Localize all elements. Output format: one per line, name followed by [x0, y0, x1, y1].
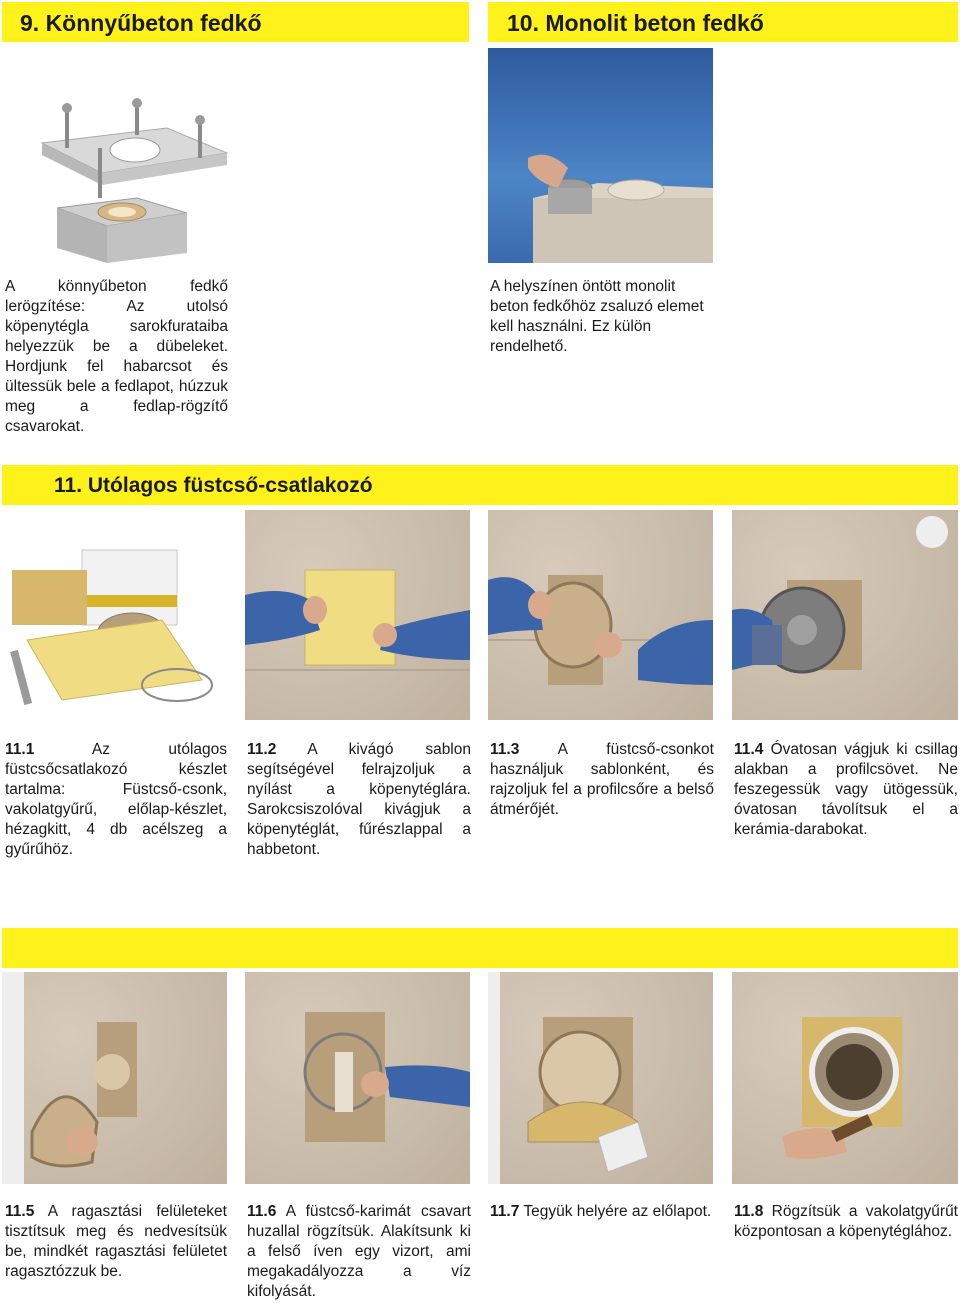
step-11-8-number: 11.8	[734, 1203, 764, 1220]
photo-step-11-3-illustration	[488, 510, 713, 720]
step-11-7-number: 11.7	[490, 1203, 520, 1220]
section-10-title: 10. Monolit beton fedkő	[507, 10, 764, 36]
section-11-continued-bar	[2, 928, 958, 968]
step-11-4-text: Óvatosan vágjuk ki csillag alakban a profilcsövet. Ne feszegessük vagy ütögessük, óvatosan távolítsuk el a kerámia-darabokat.	[734, 741, 958, 838]
photo-step-11-4	[732, 510, 958, 720]
photo-step-11-6-illustration	[245, 972, 470, 1184]
step-11-4-number: 11.4	[734, 741, 764, 758]
photo-monolithic-concrete-cap	[488, 48, 713, 263]
step-11-3-caption	[490, 740, 714, 820]
photo-step-11-2	[245, 510, 470, 720]
step-11-7-caption	[490, 1202, 714, 1222]
photo-lightweight-concrete-cap	[2, 48, 469, 263]
photo-step-11-7-illustration	[488, 972, 713, 1184]
photo-lightweight-concrete-cap-illustration	[2, 48, 469, 263]
section-9-title: 9. Könnyűbeton fedkő	[20, 10, 262, 36]
step-11-4-caption	[734, 740, 958, 840]
photo-step-11-8-illustration	[732, 972, 958, 1184]
photo-monolithic-concrete-cap-illustration	[488, 48, 713, 263]
photo-step-11-2-illustration	[245, 510, 470, 720]
step-11-1-number: 11.1	[5, 741, 35, 758]
step-11-5-text: A ragasztási felületeket tisztítsuk meg és nedvesítsük be, mindkét ragasztási felületet ragasztózzuk be.	[5, 1203, 227, 1280]
step-11-6-caption	[247, 1202, 471, 1302]
photo-step-11-6	[245, 972, 470, 1184]
section-11-title: 11. Utólagos füstcső-csatlakozó	[54, 474, 373, 497]
photo-step-11-5-illustration	[2, 972, 227, 1184]
step-11-2-caption	[247, 740, 471, 860]
photo-step-11-4-illustration	[732, 510, 958, 720]
step-11-3-number: 11.3	[490, 741, 520, 758]
step-11-8-text: Rögzítsük a vakolatgyűrűt központosan a köpenytéglához.	[734, 1203, 958, 1240]
section-10-caption: A helyszínen öntött monolit beton fedkőhöz zsaluzó elemet kell használni. Ez külön rendelhető.	[490, 278, 704, 355]
photo-step-11-5	[2, 972, 227, 1184]
step-11-6-text: A füstcső-karimát csavart huzallal rögzítsük. Alakítsunk ki a felső íven egy vizort, ami megakadályozza a víz kifolyását.	[247, 1203, 471, 1300]
photo-step-11-8	[732, 972, 958, 1184]
step-11-5-caption	[5, 1202, 227, 1282]
photo-step-11-7	[488, 972, 713, 1184]
step-11-1-text: Az utólagos füstcsőcsatlakozó készlet tartalma: Füstcső-csonk, vakolatgyűrű, előlap-készlet, hézagkitt, 4 db acélszeg a gyűrűhöz.	[5, 741, 227, 858]
step-11-8-caption	[734, 1202, 958, 1242]
step-11-2-text: A kivágó sablon segítségével felrajzoljuk a nyílást a köpenytéglára. Sarokcsiszolóval kivágjuk a köpenytéglát, fűrészlappal a habbetont.	[247, 741, 471, 858]
section-9-caption: A könnyűbeton fedkő lerögzítése: Az utolsó köpenytégla sarokfurataiba helyezzük be a dübeleket. Hordjunk fel habarcsot és ültessük bele a fedlapot, húzzuk meg a fedlap-rögzítő csavarokat.	[5, 278, 228, 435]
photo-step-11-1	[2, 510, 227, 720]
step-11-5-number: 11.5	[5, 1203, 35, 1220]
step-11-1-caption	[5, 740, 227, 860]
step-11-7-text: Tegyük helyére az előlapot.	[519, 1203, 712, 1220]
step-11-3-text: A füstcső-csonkot használjuk sablonként, és rajzoljuk fel a profilcsőre a belső átmérőjét.	[490, 741, 714, 818]
step-11-6-number: 11.6	[247, 1203, 277, 1220]
photo-step-11-1-illustration	[2, 510, 227, 720]
step-11-2-number: 11.2	[247, 741, 277, 758]
photo-step-11-3	[488, 510, 713, 720]
